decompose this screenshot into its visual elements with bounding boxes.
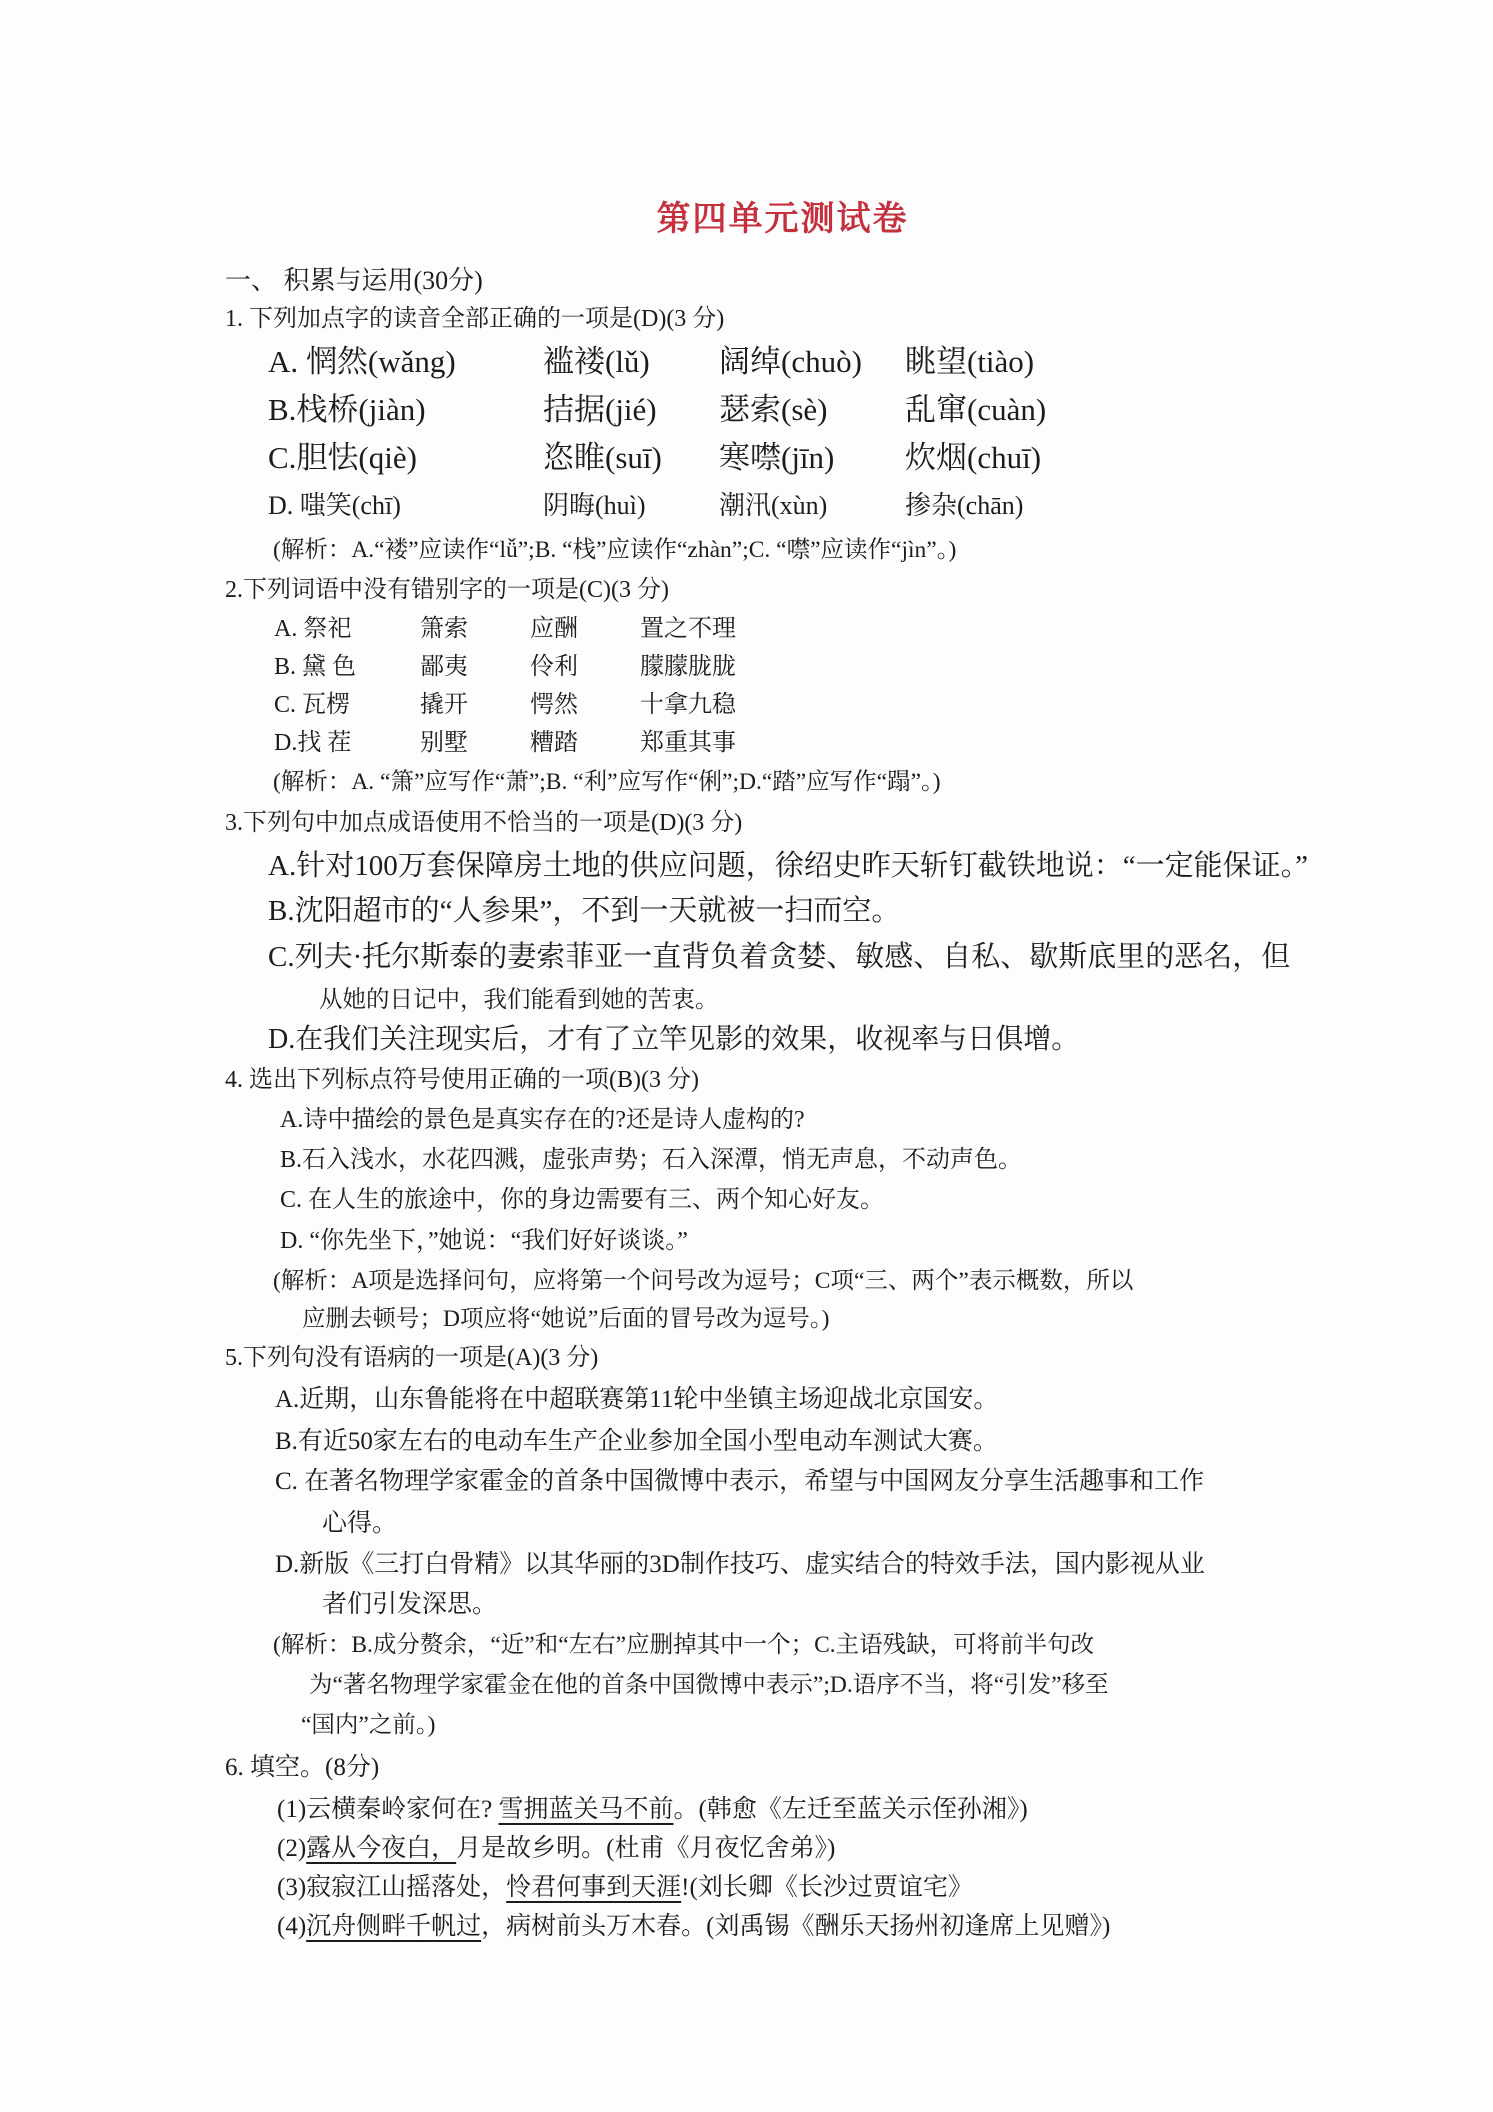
q2-option-c bbox=[274, 686, 1340, 724]
q5-header: 5.下列句没有语病的一项是(A)(3 分) bbox=[225, 1345, 599, 1371]
q6-item-2-prefix: (2) bbox=[277, 1835, 307, 1862]
q6-item-4-underlined: 沉舟侧畔千帆过 bbox=[306, 1913, 482, 1940]
q6-item-2-underlined: 露从今夜白， bbox=[306, 1835, 457, 1862]
q1-b-word4: 乱窜(cuàn) bbox=[905, 392, 1047, 427]
q2-c-word2: 撬开 bbox=[420, 692, 468, 718]
q6-item-3-prefix: (3)寂寂江山摇落处， bbox=[277, 1874, 507, 1901]
q6-item-1 bbox=[277, 1790, 1340, 1829]
q2-header: 2.下列词语中没有错别字的一项是(C)(3 分) bbox=[225, 577, 669, 603]
q1-d-word1: D. 嗤笑(chī) bbox=[268, 491, 401, 520]
q6-item-2 bbox=[277, 1829, 1340, 1868]
q6-item-1-underlined: 雪拥蓝关马不前 bbox=[498, 1796, 674, 1823]
q6-item-4-prefix: (4) bbox=[277, 1913, 307, 1940]
q2-d-word3: 糟踏 bbox=[530, 730, 578, 756]
q4-option-c: C. 在人生的旅途中，你的身边需要有三、两个知心好友。 bbox=[280, 1187, 885, 1213]
paper-content bbox=[225, 0, 1340, 1946]
q2-a-word2: 箫索 bbox=[420, 616, 468, 642]
q2-b-word2: 鄙夷 bbox=[420, 654, 468, 680]
q1-option-a bbox=[268, 338, 1340, 386]
q1-option-b bbox=[268, 386, 1340, 434]
q1-header: 1. 下列加点字的读音全部正确的一项是(D)(3 分) bbox=[225, 306, 725, 332]
q6-item-3 bbox=[277, 1868, 1340, 1907]
q5-option-b: B.有近50家左右的电动车生产企业参加全国小型电动车测试大赛。 bbox=[275, 1428, 998, 1455]
q1-c-word2: 恣睢(suī) bbox=[543, 440, 662, 475]
section-heading: 一、 积累与运用(30分) bbox=[225, 266, 483, 295]
q2-b-word1: B. 黛 色 bbox=[274, 654, 357, 680]
q2-b-word3: 伶利 bbox=[530, 654, 578, 680]
q3-option-c: C.列夫·托尔斯泰的妻索菲亚一直背负着贪婪、敏感、自私、歇斯底里的恶名，但 bbox=[268, 941, 1291, 973]
q2-option-b bbox=[274, 648, 1340, 686]
q5-option-c: C. 在著名物理学家霍金的首条中国微博中表示，希望与中国网友分享生活趣事和工作 bbox=[275, 1468, 1205, 1495]
q1-analysis: (解析：A.“褛”应读作“lǚ”;B. “栈”应读作“zhàn”;C. “噤”应读作“jìn”。) bbox=[273, 537, 957, 563]
q3-option-d: D.在我们关注现实后，才有了立竿见影的效果，收视率与日俱增。 bbox=[268, 1024, 1080, 1055]
q6-item-1-prefix: (1)云横秦岭家何在? bbox=[277, 1796, 499, 1823]
q5-analysis-line1: (解析：B.成分赘余，“近”和“左右”应删掉其中一个；C.主语残缺，可将前半句改 bbox=[273, 1632, 1095, 1658]
q2-d-word1: D.找 茬 bbox=[274, 730, 352, 756]
q6-item-3-underlined: 怜君何事到天涯 bbox=[506, 1874, 682, 1901]
q2-c-word3: 愕然 bbox=[530, 692, 578, 718]
q1-option-d bbox=[268, 482, 1340, 530]
q1-d-word4: 掺杂(chān) bbox=[905, 491, 1024, 520]
q3-header: 3.下列句中加点成语使用不恰当的一项是(D)(3 分) bbox=[225, 810, 743, 836]
q1-b-word2: 拮据(jié) bbox=[543, 392, 657, 427]
q4-option-a: A.诗中描绘的景色是真实存在的?还是诗人虚构的? bbox=[280, 1107, 805, 1133]
q2-c-word1: C. 瓦楞 bbox=[274, 692, 351, 718]
q2-b-word4: 朦朦胧胧 bbox=[640, 654, 736, 680]
q6-item-3-suffix: !(刘长卿《长沙过贾谊宅》 bbox=[681, 1874, 973, 1901]
q1-c-word1: C.胆怯(qiè) bbox=[268, 440, 417, 475]
q5-option-a: A.近期，山东鲁能将在中超联赛第11轮中坐镇主场迎战北京国安。 bbox=[275, 1386, 999, 1413]
q6-item-2-suffix: 月是故乡明。(杜甫《月夜忆舍弟》) bbox=[456, 1835, 836, 1862]
q1-option-c bbox=[268, 434, 1340, 482]
q1-a-word1: A. 惘然(wǎng) bbox=[268, 344, 456, 379]
q2-a-word4: 置之不理 bbox=[640, 616, 736, 642]
q2-d-word4: 郑重其事 bbox=[640, 730, 736, 756]
q2-c-word4: 十拿九稳 bbox=[640, 692, 736, 718]
q4-analysis-line1: (解析：A项是选择问句，应将第一个问号改为逗号；C项“三、两个”表示概数，所以 bbox=[273, 1268, 1134, 1294]
q4-analysis-line2: 应删去顿号；D项应将“她说”后面的冒号改为逗号。) bbox=[302, 1306, 830, 1332]
q1-c-word4: 炊烟(chuī) bbox=[905, 440, 1042, 475]
q2-a-word1: A. 祭祀 bbox=[274, 616, 352, 642]
q2-option-d bbox=[274, 724, 1340, 762]
q4-option-d: D. “你先坐下，”她说：“我们好好谈谈。” bbox=[280, 1228, 688, 1254]
q1-c-word3: 寒噤(jīn) bbox=[719, 440, 835, 475]
q6-item-1-suffix: 。(韩愈《左迁至蓝关示侄孙湘》) bbox=[673, 1796, 1028, 1823]
q5-option-d-continuation: 者们引发深思。 bbox=[322, 1591, 498, 1618]
q1-d-word3: 潮汛(xùn) bbox=[719, 491, 828, 520]
q3-option-a: A.针对100万套保障房土地的供应问题，徐绍史昨天斩钉截铁地说：“一定能保证。” bbox=[268, 850, 1308, 882]
q2-d-word2: 别墅 bbox=[420, 730, 468, 756]
q6-item-4 bbox=[277, 1907, 1340, 1946]
q1-d-word2: 阴晦(huì) bbox=[543, 491, 646, 520]
q4-option-b: B.石入浅水，水花四溅，虚张声势；石入深潭，悄无声息，不动声色。 bbox=[280, 1147, 1023, 1173]
q5-option-d: D.新版《三打白骨精》以其华丽的3D制作技巧、虚实结合的特效手法，国内影视从业 bbox=[275, 1551, 1205, 1578]
q1-a-word4: 眺望(tiào) bbox=[905, 344, 1035, 379]
q2-a-word3: 应酬 bbox=[530, 616, 578, 642]
q6-header: 6. 填空。(8分) bbox=[225, 1754, 380, 1781]
q4-header: 4. 选出下列标点符号使用正确的一项(B)(3 分) bbox=[225, 1067, 699, 1093]
q1-b-word1: B.栈桥(jiàn) bbox=[268, 392, 426, 427]
q2-option-a bbox=[274, 610, 1340, 648]
q6-item-4-suffix: ，病树前头万木春。(刘禹锡《酬乐天扬州初逢席上见赠》) bbox=[481, 1913, 1111, 1940]
q5-analysis-line3: “国内”之前。) bbox=[301, 1712, 436, 1738]
q5-analysis-line2: 为“著名物理学家霍金在他的首条中国微博中表示”;D.语序不当，将“引发”移至 bbox=[309, 1672, 1109, 1698]
page-title: 第四单元测试卷 bbox=[656, 201, 909, 238]
q3-option-b: B.沈阳超市的“人参果”，不到一天就被一扫而空。 bbox=[268, 895, 901, 927]
q5-option-c-continuation: 心得。 bbox=[322, 1510, 398, 1537]
q1-a-word3: 阔绰(chuò) bbox=[719, 344, 862, 379]
q1-b-word3: 瑟索(sè) bbox=[719, 392, 828, 427]
q1-a-word2: 褴褛(lǔ) bbox=[543, 344, 650, 379]
q3-option-c-continuation: 从她的日记中，我们能看到她的苦衷。 bbox=[319, 987, 719, 1013]
q2-analysis: (解析：A. “箫”应写作“萧”;B. “利”应写作“俐”;D.“踏”应写作“蹋”。) bbox=[273, 769, 941, 795]
